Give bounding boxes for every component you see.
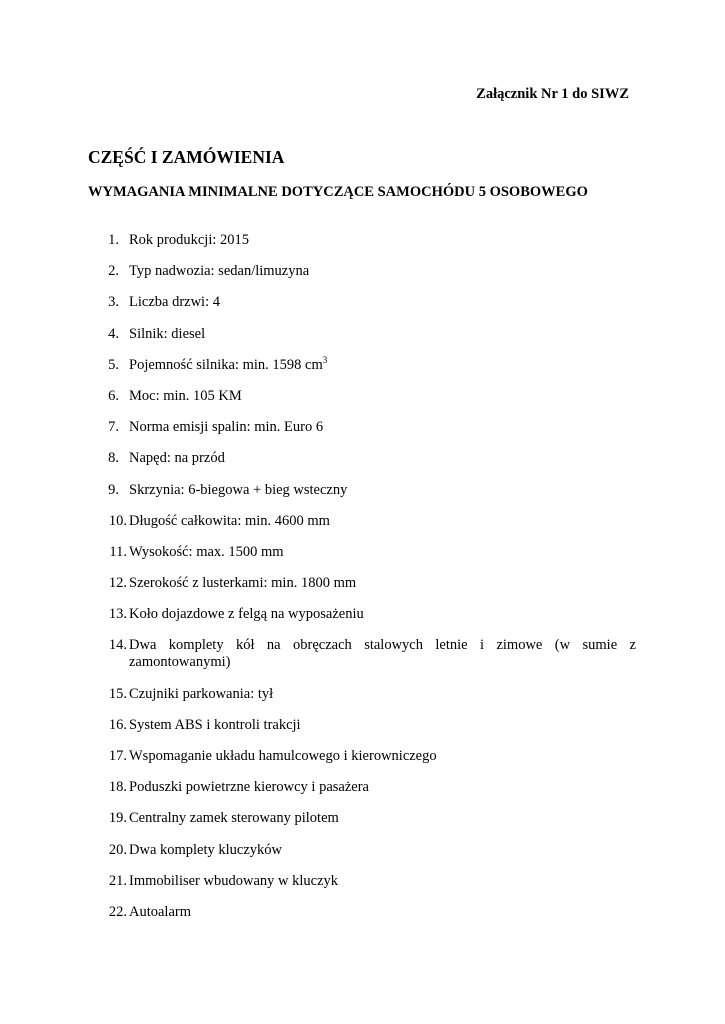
requirement-text: Centralny zamek sterowany pilotem	[129, 810, 339, 827]
requirement-text: Autoalarm	[129, 903, 192, 920]
requirement-item	[88, 810, 636, 827]
requirement-text: Wspomaganie układu hamulcowego i kierowniczego	[129, 748, 437, 764]
requirement-text: Immobiliser wbudowany w kluczyk	[129, 872, 339, 889]
requirement-text	[129, 354, 636, 374]
requirement-number: 12.	[108, 575, 127, 592]
requirement-item	[88, 513, 636, 530]
requirement-item	[88, 388, 636, 405]
requirement-number: 9.	[108, 481, 119, 498]
requirement-number: 3.	[108, 294, 119, 311]
requirement-text: Napęd: na przód	[129, 450, 225, 467]
requirements-list	[88, 232, 636, 935]
requirement-text: Norma emisji spalin: min. Euro 6	[129, 419, 324, 436]
superscript-cubic: 3	[322, 354, 328, 365]
requirement-text: Liczba drzwi: 4	[129, 294, 220, 311]
requirement-text: Wysokość: max. 1500 mm	[129, 543, 284, 560]
requirement-number: 21.	[108, 872, 127, 889]
requirement-item	[88, 544, 636, 561]
requirement-item	[88, 294, 636, 311]
requirement-number: 15.	[108, 685, 127, 702]
requirement-text: Koło dojazdowe z felgą na wyposażeniu	[129, 606, 364, 623]
requirement-number: 11.	[109, 543, 127, 560]
requirement-item	[88, 717, 636, 734]
requirement-number: 6.	[108, 387, 119, 404]
requirement-text: Skrzynia: 6-biegowa + bieg wsteczny	[129, 481, 348, 498]
requirement-number: 22.	[108, 903, 127, 920]
requirement-number: 10.	[108, 512, 127, 529]
requirement-text: Szerokość z lusterkami: min. 1800 mm	[129, 575, 357, 592]
document-subtitle: WYMAGANIA MINIMALNE DOTYCZĄCE SAMOCHÓDU 5 OSOBOWEGO	[88, 184, 588, 200]
annex-label: Załącznik Nr 1 do SIWZ	[476, 86, 629, 102]
requirement-text-main: Pojemność silnika: min. 1598 cm	[129, 356, 323, 373]
requirement-number: 17.	[108, 748, 127, 764]
requirement-number: 16.	[108, 716, 127, 733]
requirement-text: Moc: min. 105 KM	[129, 387, 242, 404]
requirement-item	[88, 575, 636, 592]
requirement-item	[88, 419, 636, 436]
requirement-text: Rok produkcji: 2015	[129, 232, 250, 248]
requirement-item	[88, 748, 636, 765]
requirement-number: 18.	[108, 779, 127, 796]
requirement-text: Dwa komplety kluczyków	[129, 841, 283, 858]
requirement-item	[88, 326, 636, 343]
requirement-text: Silnik: diesel	[129, 325, 206, 342]
document-title: CZĘŚĆ I ZAMÓWIENIA	[88, 147, 285, 167]
requirement-item	[88, 904, 636, 921]
requirement-item	[88, 450, 636, 467]
requirement-number: 2.	[108, 263, 119, 280]
requirement-number: 1.	[108, 232, 119, 248]
requirement-item	[88, 263, 636, 280]
requirement-text: Poduszki powietrzne kierowcy i pasażera	[129, 779, 369, 796]
requirement-text: Typ nadwozia: sedan/limuzyna	[129, 263, 310, 280]
requirement-item	[88, 779, 636, 796]
requirement-item	[88, 637, 636, 671]
requirement-number: 14.	[108, 637, 127, 654]
requirement-text: System ABS i kontroli trakcji	[129, 716, 301, 733]
requirement-text: Długość całkowita: min. 4600 mm	[129, 512, 330, 529]
requirement-number: 13.	[108, 606, 127, 623]
requirement-item	[88, 232, 636, 249]
requirement-number: 5.	[108, 356, 119, 373]
requirement-number: 20.	[108, 841, 127, 858]
requirement-number: 7.	[108, 419, 119, 436]
requirement-item	[88, 686, 636, 703]
requirement-item	[88, 354, 636, 374]
requirement-number: 19.	[108, 810, 127, 827]
requirement-item	[88, 842, 636, 859]
requirement-item	[88, 482, 636, 499]
requirement-number: 4.	[108, 325, 119, 342]
requirement-text: Dwa komplety kół na obręczach stalowych letnie i zimowe (w sumie z zamontowanymi)	[129, 637, 636, 671]
requirement-number: 8.	[108, 450, 119, 467]
requirement-item	[88, 606, 636, 623]
requirement-text: Czujniki parkowania: tył	[129, 685, 274, 702]
requirement-item	[88, 873, 636, 890]
